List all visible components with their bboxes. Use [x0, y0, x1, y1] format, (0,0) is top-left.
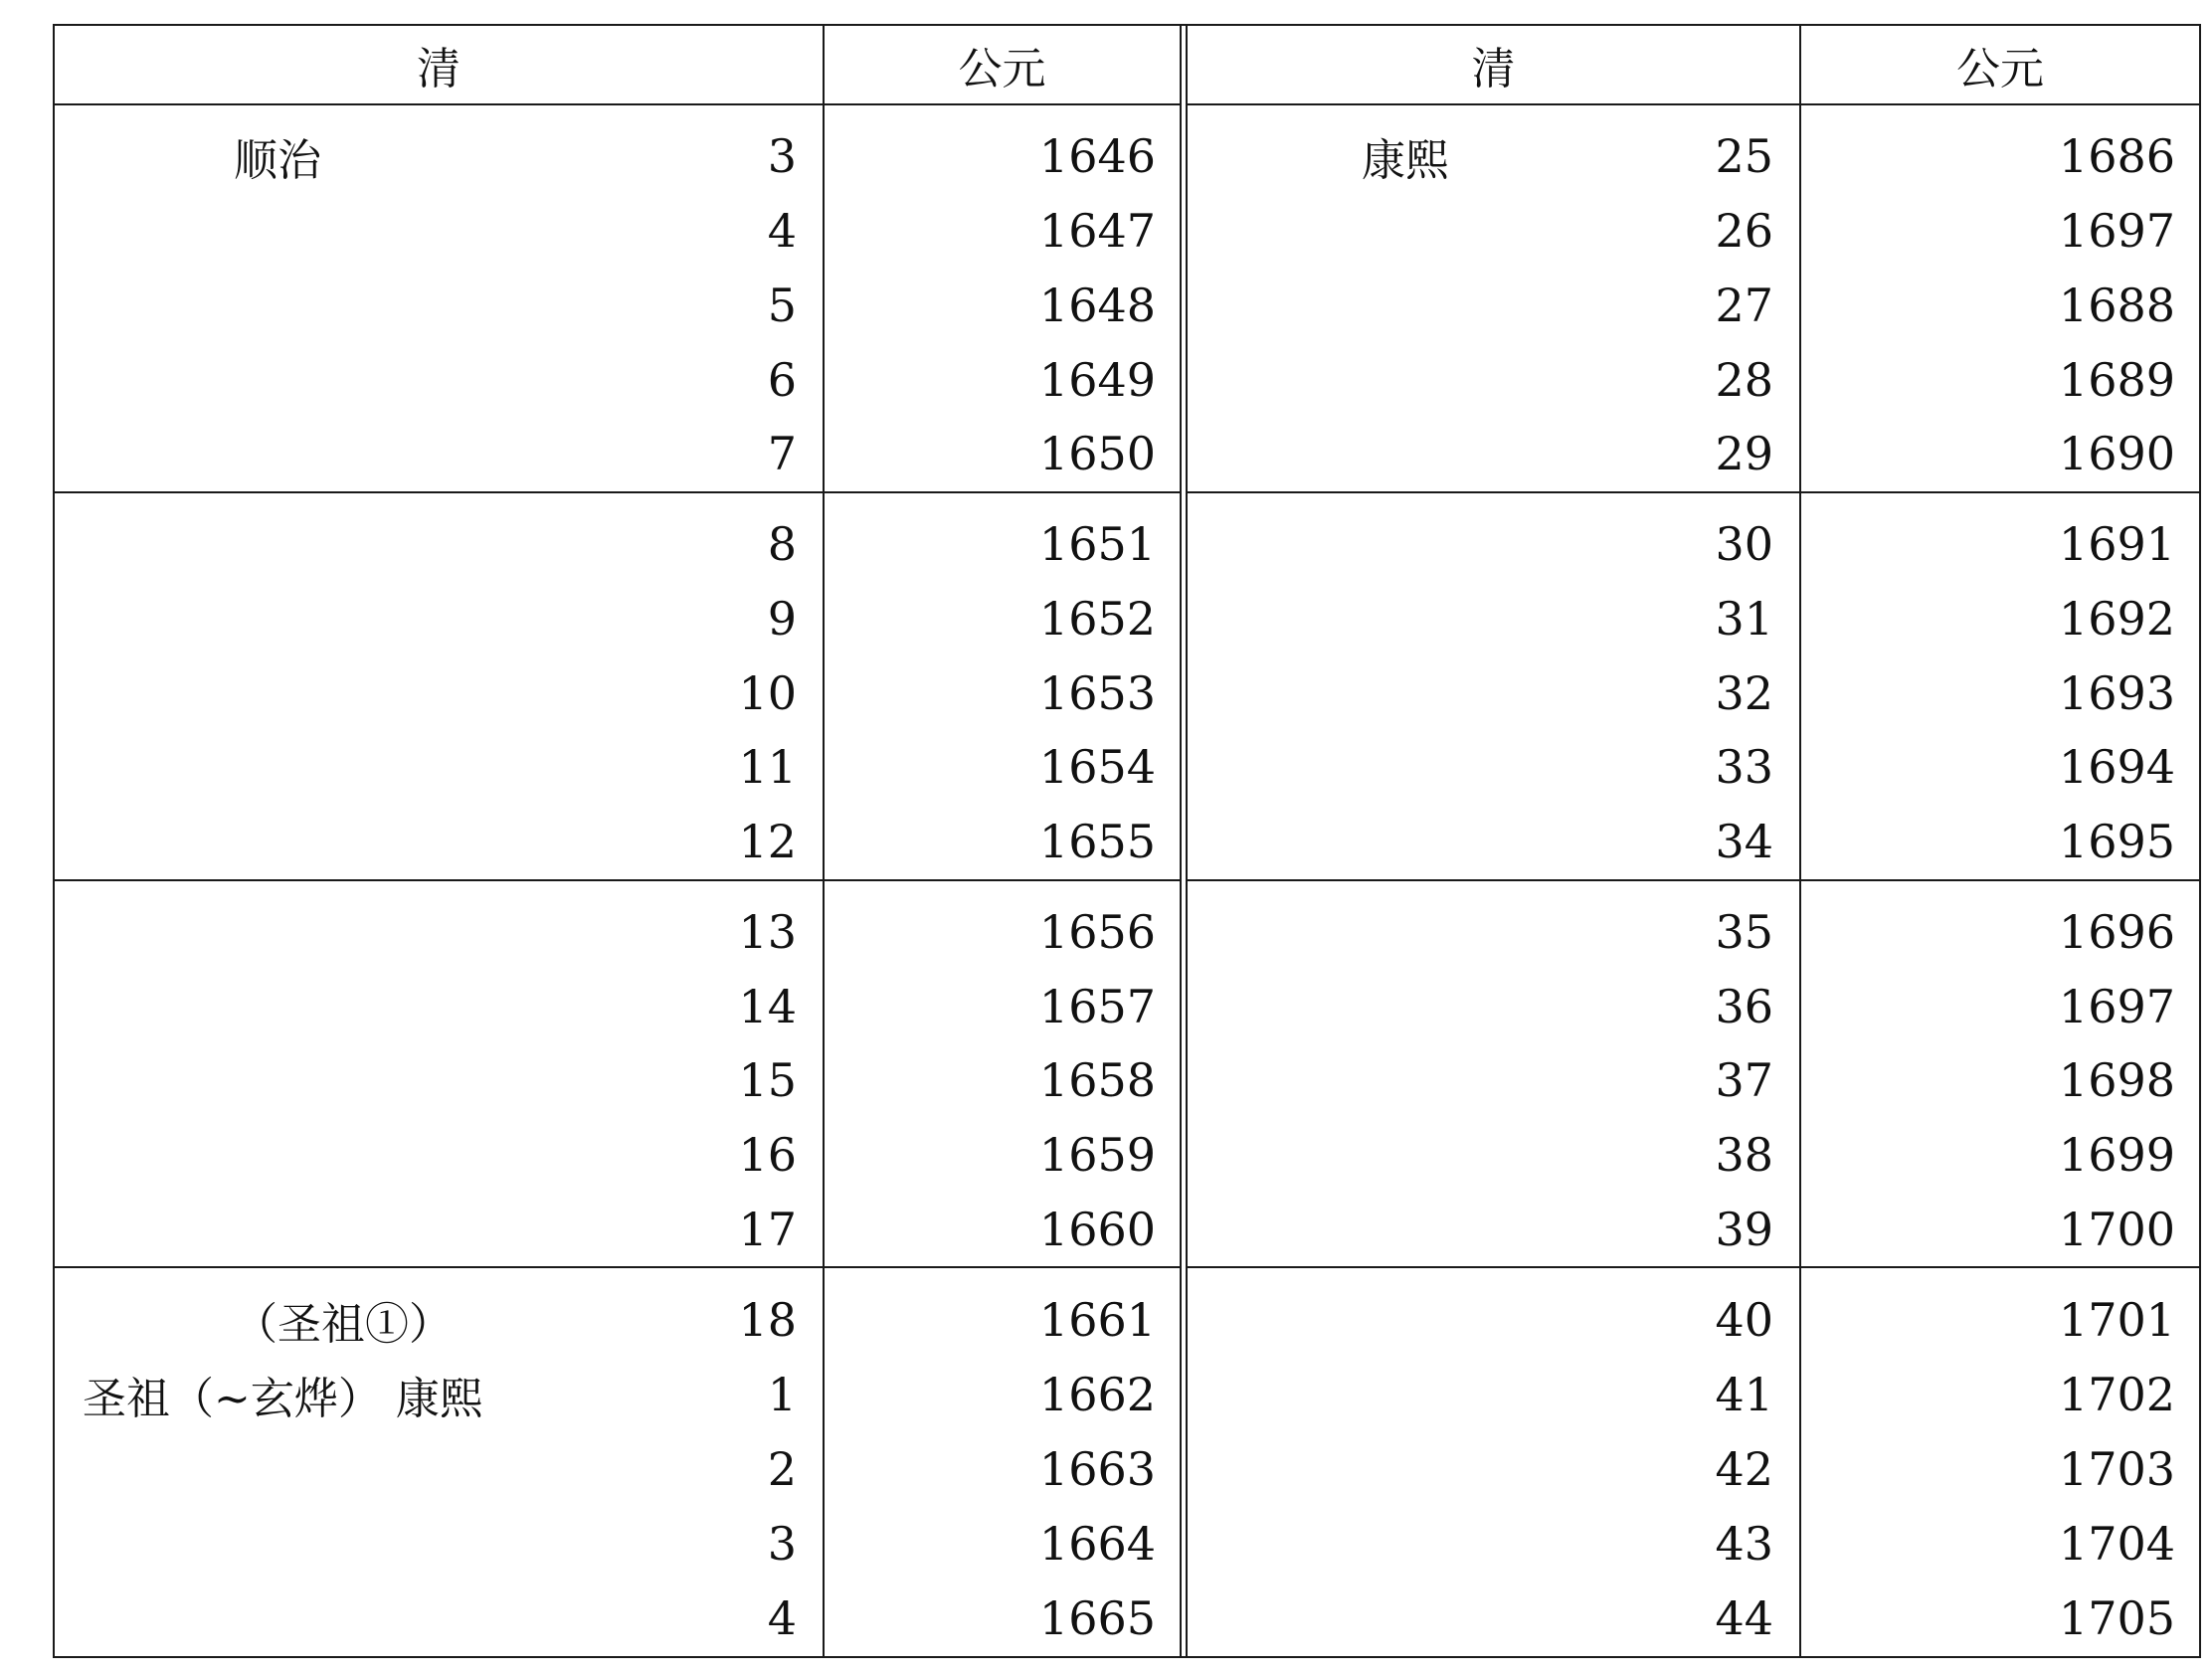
reign-year: 6: [767, 352, 797, 407]
ad-year: 1650: [1038, 427, 1156, 481]
ad-year-cell: [1801, 1268, 2199, 1656]
ad-year: 1696: [2058, 904, 2175, 959]
reign-year: 32: [1715, 665, 1773, 720]
era-year-cell: [55, 881, 825, 1267]
table-row: [55, 1582, 823, 1656]
ad-year: 1702: [2058, 1367, 2175, 1421]
table-row: [825, 269, 1180, 343]
table-row: [825, 805, 1180, 879]
reign-year: 43: [1715, 1517, 1773, 1572]
header-era-left: 清: [55, 26, 825, 103]
ad-year: 1660: [1038, 1202, 1156, 1256]
table-row: [825, 119, 1180, 194]
reign-year: 4: [767, 1591, 797, 1646]
table-row: [825, 1282, 1180, 1357]
reign-year: 5: [767, 278, 797, 332]
table-row: [825, 417, 1180, 491]
body-right: [1188, 105, 2199, 1656]
row-group: [55, 105, 1180, 493]
reign-label: （圣祖①）: [234, 1298, 453, 1350]
ad-year: 1653: [1038, 665, 1156, 720]
ad-year: 1697: [2058, 204, 2175, 259]
reign-year: 7: [767, 427, 797, 481]
table-row: [1188, 1043, 1799, 1118]
table-row: [1188, 582, 1799, 656]
table-row: [825, 507, 1180, 582]
table-row: [1188, 655, 1799, 730]
reign-label: 顺治: [234, 135, 321, 187]
ad-year: 1686: [2058, 129, 2175, 184]
ad-year: 1665: [1038, 1591, 1156, 1646]
reign-year: 38: [1715, 1128, 1773, 1183]
table-row: [55, 655, 823, 730]
ad-year: 1705: [2058, 1591, 2175, 1646]
table-row: [825, 730, 1180, 805]
ad-year: 1655: [1038, 815, 1156, 869]
table-row: [55, 1282, 823, 1357]
era-year-cell: [55, 105, 825, 491]
table-row: [55, 119, 823, 194]
header-row-left: [55, 26, 1180, 105]
table-row: [55, 1432, 823, 1507]
table-row: [1188, 417, 1799, 491]
reign-year: 33: [1715, 740, 1773, 795]
body-left: [55, 105, 1180, 1656]
ad-year: 1651: [1038, 517, 1156, 572]
table-row: [55, 730, 823, 805]
reign-year: 28: [1715, 352, 1773, 407]
reign-year: 44: [1715, 1591, 1773, 1646]
reign-year: 9: [767, 591, 797, 646]
reign-year: 14: [738, 979, 797, 1033]
ad-year-cell: [1801, 105, 2199, 491]
ad-year: 1697: [2058, 979, 2175, 1033]
header-era-right: 清: [1188, 26, 1801, 103]
table-row: [1801, 1118, 2199, 1193]
table-row: [825, 194, 1180, 269]
reign-year: 2: [767, 1442, 797, 1497]
table-row: [1801, 805, 2199, 879]
reign-year: 26: [1715, 204, 1773, 259]
table-row: [1188, 1582, 1799, 1656]
reign-year: 1: [767, 1367, 797, 1421]
ad-year: 1658: [1038, 1053, 1156, 1108]
ad-year: 1656: [1038, 904, 1156, 959]
table-row: [55, 269, 823, 343]
ad-year: 1692: [2058, 591, 2175, 646]
table-row: [1188, 805, 1799, 879]
reign-year: 41: [1715, 1367, 1773, 1421]
table-row: [1188, 895, 1799, 970]
ad-year: 1693: [2058, 665, 2175, 720]
table-right-half: [1186, 26, 2199, 1656]
table-row: [825, 1357, 1180, 1431]
table-row: [55, 194, 823, 269]
reign-year: 39: [1715, 1202, 1773, 1256]
table-row: [1188, 1432, 1799, 1507]
table-row: [55, 805, 823, 879]
reign-year: 4: [767, 204, 797, 259]
table-row: [55, 895, 823, 970]
ad-year: 1699: [2058, 1128, 2175, 1183]
era-year-cell: [1188, 493, 1801, 879]
header-ad-left: 公元: [958, 44, 1046, 94]
reign-label: 圣祖（~玄烨） 康熙: [83, 1373, 483, 1424]
row-group: [55, 881, 1180, 1269]
table-row: [1801, 507, 2199, 582]
table-row: [1801, 417, 2199, 491]
ad-year-cell: [1801, 493, 2199, 879]
reign-year: 18: [738, 1292, 797, 1347]
reign-year: 13: [738, 904, 797, 959]
ad-year: 1700: [2058, 1202, 2175, 1256]
reign-label: 康熙: [1362, 135, 1449, 187]
reign-year: 17: [738, 1202, 797, 1256]
table-row: [1188, 1118, 1799, 1193]
row-group: [1188, 881, 2199, 1269]
reign-year: 37: [1715, 1053, 1773, 1108]
table-left-half: [55, 26, 1182, 1656]
table-row: [1188, 969, 1799, 1043]
reign-year: 34: [1715, 815, 1773, 869]
table-row: [55, 582, 823, 656]
reign-year: 35: [1715, 904, 1773, 959]
row-group: [1188, 1268, 2199, 1656]
table-row: [825, 342, 1180, 417]
ad-year: 1663: [1038, 1442, 1156, 1497]
table-row: [825, 1043, 1180, 1118]
era-year-cell: [1188, 105, 1801, 491]
era-year-cell: [55, 1268, 825, 1656]
table-row: [1801, 1193, 2199, 1267]
ad-year-cell: [1801, 881, 2199, 1267]
table-row: [55, 1357, 823, 1431]
table-row: [1801, 1432, 2199, 1507]
ad-year: 1690: [2058, 427, 2175, 481]
ad-year: 1694: [2058, 740, 2175, 795]
table-row: [1801, 1043, 2199, 1118]
reign-year: 30: [1715, 517, 1773, 572]
table-row: [825, 582, 1180, 656]
row-group: [1188, 105, 2199, 493]
table-row: [55, 507, 823, 582]
row-group: [1188, 493, 2199, 881]
ad-year: 1691: [2058, 517, 2175, 572]
row-group: [55, 1268, 1180, 1656]
ad-year: 1646: [1038, 129, 1156, 184]
table-row: [55, 417, 823, 491]
ad-year: 1662: [1038, 1367, 1156, 1421]
table-row: [825, 1507, 1180, 1582]
ad-year: 1695: [2058, 815, 2175, 869]
reign-year: 40: [1715, 1292, 1773, 1347]
ad-year: 1698: [2058, 1053, 2175, 1108]
table-row: [1801, 194, 2199, 269]
table-row: [1801, 269, 2199, 343]
table-row: [1188, 1357, 1799, 1431]
ad-year: 1664: [1038, 1517, 1156, 1572]
table-row: [825, 1193, 1180, 1267]
ad-year-cell: [825, 105, 1180, 491]
table-row: [1801, 1282, 2199, 1357]
reign-year: 16: [738, 1128, 797, 1183]
table-row: [1188, 194, 1799, 269]
reign-year: 31: [1715, 591, 1773, 646]
reign-year: 8: [767, 517, 797, 572]
table-row: [1188, 730, 1799, 805]
table-row: [1188, 269, 1799, 343]
table-row: [1801, 655, 2199, 730]
ad-year: 1654: [1038, 740, 1156, 795]
table-row: [1188, 119, 1799, 194]
table-row: [1801, 1507, 2199, 1582]
ad-year: 1659: [1038, 1128, 1156, 1183]
reign-year: 3: [767, 1517, 797, 1572]
table-row: [825, 655, 1180, 730]
row-group: [55, 493, 1180, 881]
reign-year: 3: [767, 129, 797, 184]
reign-year: 11: [738, 740, 797, 795]
reign-year: 25: [1715, 129, 1773, 184]
reign-year: 27: [1715, 278, 1773, 332]
table-row: [1188, 1507, 1799, 1582]
ad-year: 1657: [1038, 979, 1156, 1033]
ad-year: 1689: [2058, 352, 2175, 407]
reign-year: 12: [738, 815, 797, 869]
ad-year-cell: [825, 1268, 1180, 1656]
era-year-cell: [1188, 881, 1801, 1267]
table-row: [1801, 119, 2199, 194]
reign-year: 36: [1715, 979, 1773, 1033]
table-row: [825, 1582, 1180, 1656]
reign-year: 29: [1715, 427, 1773, 481]
table-row: [55, 1043, 823, 1118]
table-row: [825, 895, 1180, 970]
era-year-cell: [55, 493, 825, 879]
table-row: [1188, 342, 1799, 417]
era-year-cell: [1188, 1268, 1801, 1656]
table-row: [825, 1118, 1180, 1193]
table-row: [825, 1432, 1180, 1507]
table-row: [55, 342, 823, 417]
table-row: [55, 969, 823, 1043]
table-row: [55, 1193, 823, 1267]
table-row: [1801, 342, 2199, 417]
reign-year: 42: [1715, 1442, 1773, 1497]
table-row: [1801, 730, 2199, 805]
ad-year: 1661: [1038, 1292, 1156, 1347]
table-row: [1801, 1582, 2199, 1656]
table-row: [55, 1118, 823, 1193]
table-row: [1188, 507, 1799, 582]
table-row: [1801, 582, 2199, 656]
ad-year: 1647: [1038, 204, 1156, 259]
ad-year: 1701: [2058, 1292, 2175, 1347]
reign-year: 10: [738, 665, 797, 720]
table-row: [1188, 1193, 1799, 1267]
reign-year: 15: [738, 1053, 797, 1108]
header-row-right: [1188, 26, 2199, 105]
header-ad-right: 公元: [1956, 44, 2044, 94]
table-row: [55, 1507, 823, 1582]
table-row: [1801, 1357, 2199, 1431]
era-conversion-table: [53, 24, 2201, 1658]
table-row: [825, 969, 1180, 1043]
ad-year: 1704: [2058, 1517, 2175, 1572]
table-row: [1801, 969, 2199, 1043]
ad-year-cell: [825, 493, 1180, 879]
ad-year: 1652: [1038, 591, 1156, 646]
ad-year: 1703: [2058, 1442, 2175, 1497]
table-row: [1801, 895, 2199, 970]
ad-year: 1688: [2058, 278, 2175, 332]
ad-year: 1649: [1038, 352, 1156, 407]
ad-year: 1648: [1038, 278, 1156, 332]
table-row: [1188, 1282, 1799, 1357]
ad-year-cell: [825, 881, 1180, 1267]
